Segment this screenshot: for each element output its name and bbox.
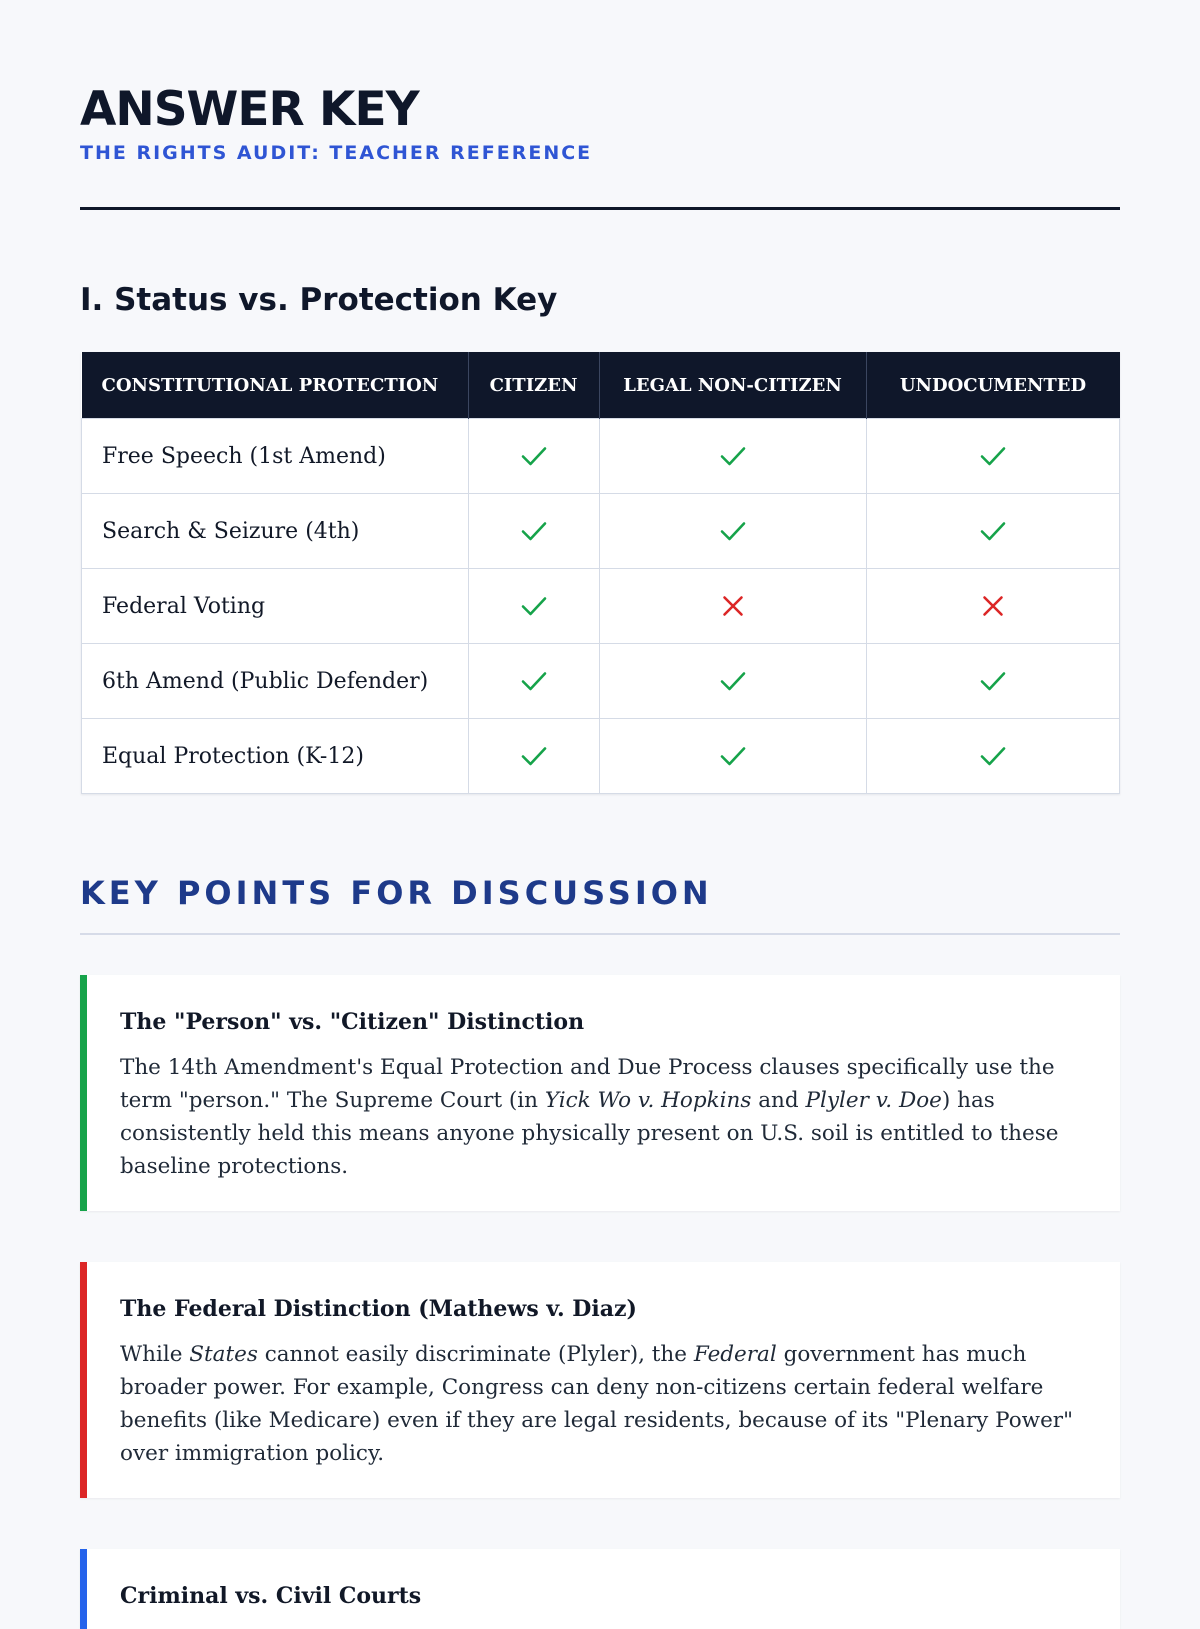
cell-undocumented: [866, 419, 1120, 494]
cell-legal-non-citizen: [599, 644, 866, 719]
card-body: [120, 1051, 1082, 1183]
cell-undocumented: [866, 719, 1120, 794]
page-title: ANSWER KEY: [80, 82, 419, 137]
cell-undocumented: [866, 494, 1120, 569]
card-body: [120, 1338, 1082, 1470]
cell-legal-non-citizen: [599, 419, 866, 494]
cell-legal-non-citizen: [599, 719, 866, 794]
cell-undocumented: [866, 569, 1120, 644]
check-icon: [979, 442, 1007, 470]
table-header-row: [82, 352, 1120, 419]
check-icon: [520, 592, 548, 620]
card-title: The "Person" vs. "Citizen" Distinction: [120, 1009, 585, 1035]
cell-legal-non-citizen: [599, 494, 866, 569]
section-title-status-key: I. Status vs. Protection Key: [80, 282, 558, 318]
protection-label: 6th Amend (Public Defender): [82, 644, 469, 719]
column-header-undocumented: UNDOCUMENTED: [866, 352, 1120, 419]
cell-citizen: [468, 569, 599, 644]
check-icon: [719, 742, 747, 770]
header-divider: [80, 207, 1120, 210]
body-text: The 14th Amendment's Equal Protection and Due Process clauses specifically use the term "person." The Supreme Court (in: [120, 1055, 1055, 1113]
status-protection-table: [81, 352, 1120, 794]
cross-icon: [719, 592, 747, 620]
table-row: [82, 644, 1120, 719]
check-icon: [719, 517, 747, 545]
discussion-divider: [80, 933, 1120, 935]
column-header-citizen: CITIZEN: [468, 352, 599, 419]
check-icon: [520, 442, 548, 470]
column-header-legal-non-citizen: LEGAL NON-CITIZEN: [599, 352, 866, 419]
cell-legal-non-citizen: [599, 569, 866, 644]
case-name: Yick Wo v. Hopkins: [544, 1088, 752, 1113]
table-row: [82, 569, 1120, 644]
table-row: [82, 719, 1120, 794]
protection-label: Federal Voting: [82, 569, 469, 644]
cross-icon: [979, 592, 1007, 620]
case-name: States: [189, 1342, 258, 1367]
check-icon: [979, 517, 1007, 545]
cell-citizen: [468, 644, 599, 719]
check-icon: [520, 517, 548, 545]
check-icon: [719, 667, 747, 695]
cell-citizen: [468, 719, 599, 794]
check-icon: [520, 742, 548, 770]
table-row: [82, 494, 1120, 569]
case-name: Plyler v. Doe: [805, 1088, 942, 1113]
page-header: [80, 84, 1120, 164]
body-text: cannot easily discriminate (Plyler), the: [257, 1342, 694, 1367]
check-icon: [719, 442, 747, 470]
discussion-card-federal-distinction: [80, 1262, 1120, 1498]
card-title: Criminal vs. Civil Courts: [120, 1583, 422, 1609]
check-icon: [520, 667, 548, 695]
table-body: [82, 419, 1120, 794]
body-text: While: [120, 1342, 190, 1367]
cell-undocumented: [866, 644, 1120, 719]
protection-label: Search & Seizure (4th): [82, 494, 469, 569]
cell-citizen: [468, 494, 599, 569]
page-subtitle: THE RIGHTS AUDIT: TEACHER REFERENCE: [80, 142, 593, 164]
body-text: ) has consistently held this means anyone physically present on U.S. soil is entitled to these baseline protections.: [120, 1088, 1059, 1179]
case-name: Federal: [693, 1342, 777, 1367]
discussion-heading: KEY POINTS FOR DISCUSSION: [80, 874, 713, 912]
card-title: The Federal Distinction (Mathews v. Diaz): [120, 1296, 637, 1322]
cell-citizen: [468, 419, 599, 494]
check-icon: [979, 667, 1007, 695]
table-row: [82, 419, 1120, 494]
discussion-card-criminal-vs-civil: [80, 1549, 1120, 1629]
discussion-card-person-vs-citizen: [80, 975, 1120, 1211]
protection-label: Free Speech (1st Amend): [82, 419, 469, 494]
body-text: government has much broader power. For example, Congress can deny non-citizens certain federal welfare benefits (like Medicare) even if they are legal residents, because of its "Plenary Power" over immigration policy.: [120, 1342, 1073, 1466]
column-header-protection: CONSTITUTIONAL PROTECTION: [82, 352, 469, 419]
protection-label: Equal Protection (K-12): [82, 719, 469, 794]
check-icon: [979, 742, 1007, 770]
body-text: and: [751, 1088, 806, 1113]
